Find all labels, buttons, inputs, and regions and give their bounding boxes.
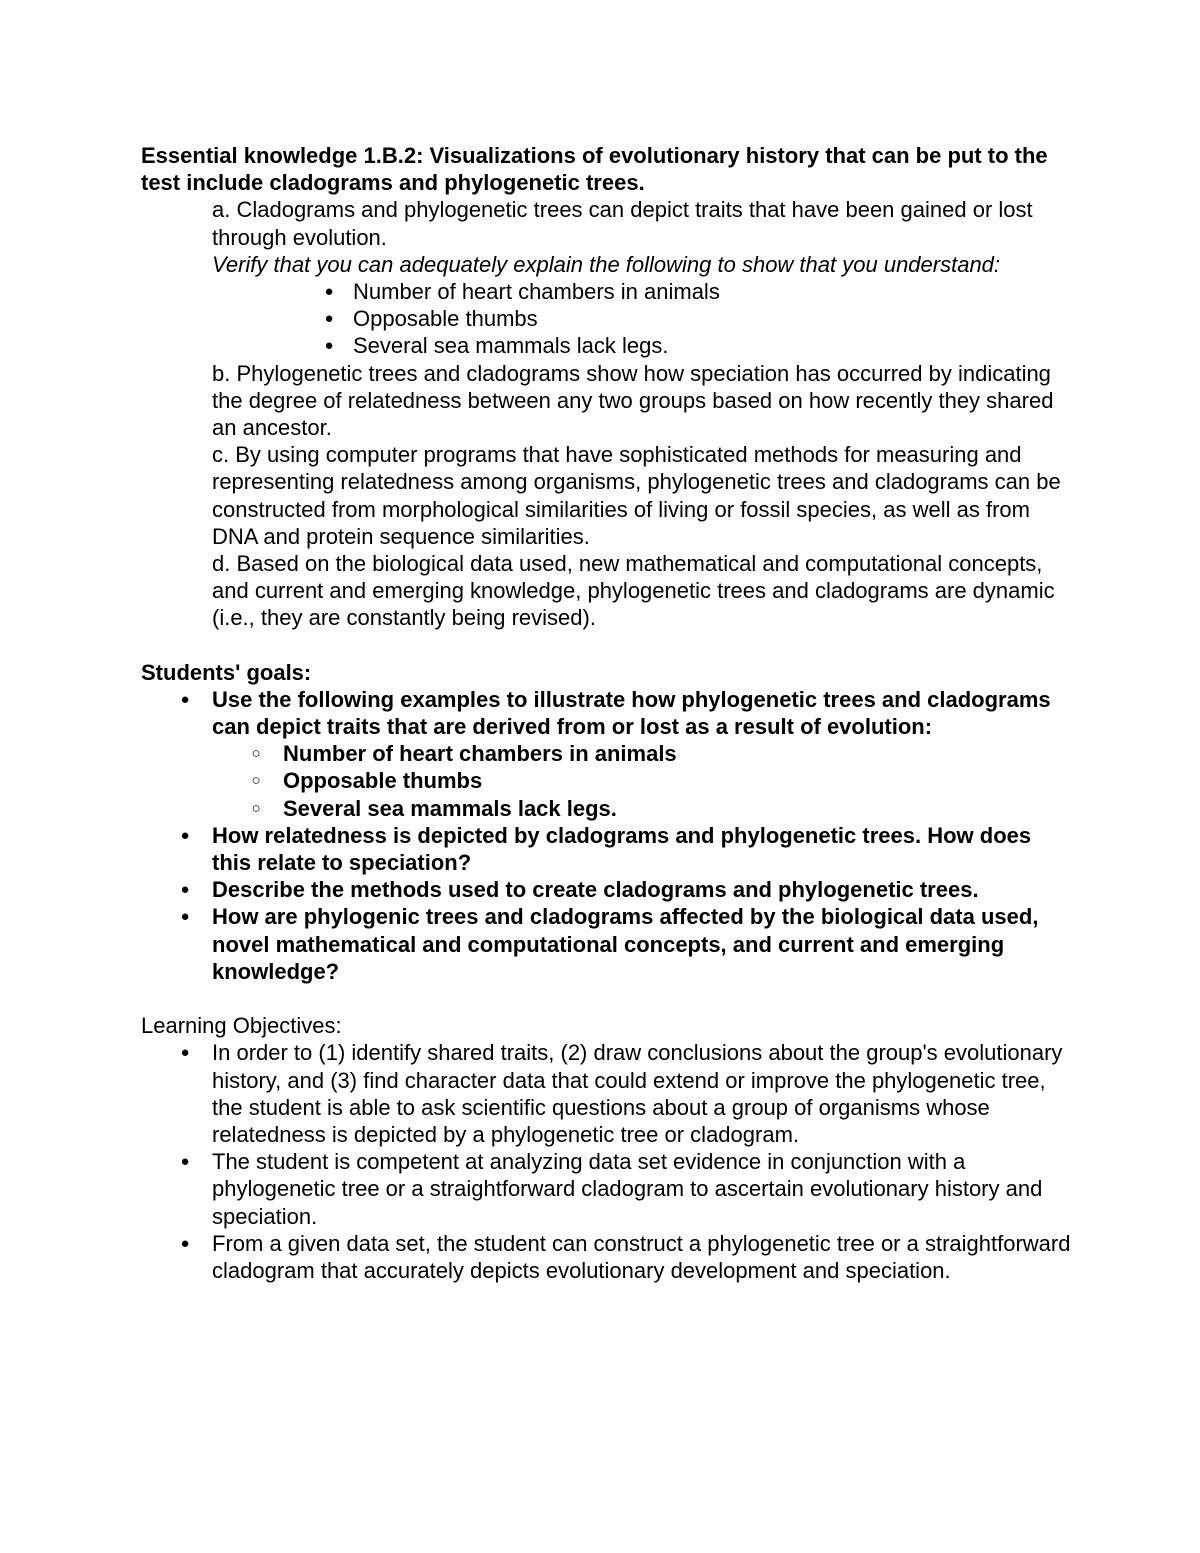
point-d: d. Based on the biological data used, new mathematical and computational concepts, and current and emerging knowledge, phylogenetic trees and cladograms are dynamic (i.e., they are constantly being revised). — [212, 551, 1055, 631]
essential-knowledge-body — [141, 196, 1071, 278]
point-b: b. Phylogenetic trees and cladograms show how speciation has occurred by indicating the degree of relatedness between any two groups based on how recently they shared an ancestor. — [212, 360, 1054, 441]
students-goals-heading: Students' goals: — [141, 659, 312, 685]
spacer — [141, 632, 1071, 659]
bullet-icon: ● — [324, 337, 334, 355]
list-item-text: Number of heart chambers in animals — [283, 741, 677, 767]
hollow-bullet-icon: ○ — [251, 772, 261, 790]
list-item-text: From a given data set, the student can construct a phylogenetic tree or a straightforward cladogram that accurately depicts evolutionary development and speciation. — [212, 1230, 1071, 1283]
list-item-text: Number of heart chambers in animals — [353, 279, 720, 305]
point-a: a. Cladograms and phylogenetic trees can depict traits that have been gained or lost through evolution. — [212, 197, 1033, 250]
list-item — [251, 740, 1071, 767]
bullet-icon: ● — [180, 1153, 190, 1171]
list-item — [251, 795, 1071, 822]
list-item — [141, 686, 1071, 822]
list-item-text: How relatedness is depicted by cladograms and phylogenetic trees. How does this relate to speciation? — [212, 822, 1032, 876]
list-item-text: Several sea mammals lack legs. — [353, 333, 669, 359]
learning-objectives-list — [141, 1039, 1071, 1284]
list-item-text: Describe the methods used to create cladograms and phylogenetic trees. — [212, 877, 979, 903]
list-item — [141, 305, 1071, 332]
list-item-text: How are phylogenic trees and cladograms affected by the biological data used, novel mathematical and computational concepts, and current and emerging knowledge? — [212, 904, 1039, 984]
document-page — [141, 142, 1071, 1284]
point-c: c. By using computer programs that have sophisticated methods for measuring and representing relatedness among organisms, phylogenetic trees and cladograms can be constructed from morphological similarities of living or fossil species, as well as from DNA and protein sequence similarities. — [212, 442, 1061, 549]
list-item — [141, 903, 1071, 985]
goals-examples-list — [212, 740, 1071, 822]
list-item — [141, 332, 1071, 359]
essential-knowledge-heading: Essential knowledge 1.B.2: Visualizations of evolutionary history that can be put to the test include cladograms and phylogenetic trees. — [141, 143, 1048, 196]
students-goals-list — [141, 686, 1071, 985]
essential-knowledge-body-continued — [141, 360, 1071, 632]
list-item — [141, 278, 1071, 305]
list-item-text: Several sea mammals lack legs. — [283, 795, 617, 821]
bullet-icon: ● — [180, 1234, 190, 1252]
bullet-icon: ● — [180, 908, 190, 926]
list-item — [251, 767, 1071, 794]
list-item — [141, 822, 1071, 876]
verify-instruction: Verify that you can adequately explain the following to show that you understand: — [212, 251, 1001, 277]
list-item-text: Use the following examples to illustrate how phylogenetic trees and cladograms can depict traits that are derived from or lost as a result of evolution: — [212, 686, 1051, 740]
verify-examples-list — [141, 278, 1071, 360]
list-item — [141, 1148, 1071, 1230]
list-item-text: Opposable thumbs — [283, 768, 483, 794]
bullet-icon: ● — [180, 1044, 190, 1062]
list-item — [141, 1039, 1071, 1148]
bullet-icon: ● — [180, 826, 190, 844]
bullet-icon: ● — [180, 881, 190, 899]
spacer — [141, 985, 1071, 1012]
bullet-icon: ● — [324, 310, 334, 328]
hollow-bullet-icon: ○ — [251, 745, 261, 763]
list-item — [141, 1230, 1071, 1284]
learning-objectives-heading: Learning Objectives: — [141, 1013, 342, 1039]
list-item-text: Opposable thumbs — [353, 306, 538, 332]
bullet-icon: ● — [324, 283, 334, 301]
list-item-text: In order to (1) identify shared traits, (2) draw conclusions about the group's evolutionary history, and (3) find character data that could extend or improve the phylogenetic tree, the student is able to ask scientific questions about a group of organisms whose relatedness is depicted by a phylogenetic tree or cladogram. — [212, 1040, 1063, 1147]
list-item-text: The student is competent at analyzing data set evidence in conjunction with a phylogenetic tree or a straightforward cladogram to ascertain evolutionary history and speciation. — [212, 1149, 1043, 1229]
hollow-bullet-icon: ○ — [251, 799, 261, 817]
list-item — [141, 876, 1071, 903]
bullet-icon: ● — [180, 690, 190, 708]
